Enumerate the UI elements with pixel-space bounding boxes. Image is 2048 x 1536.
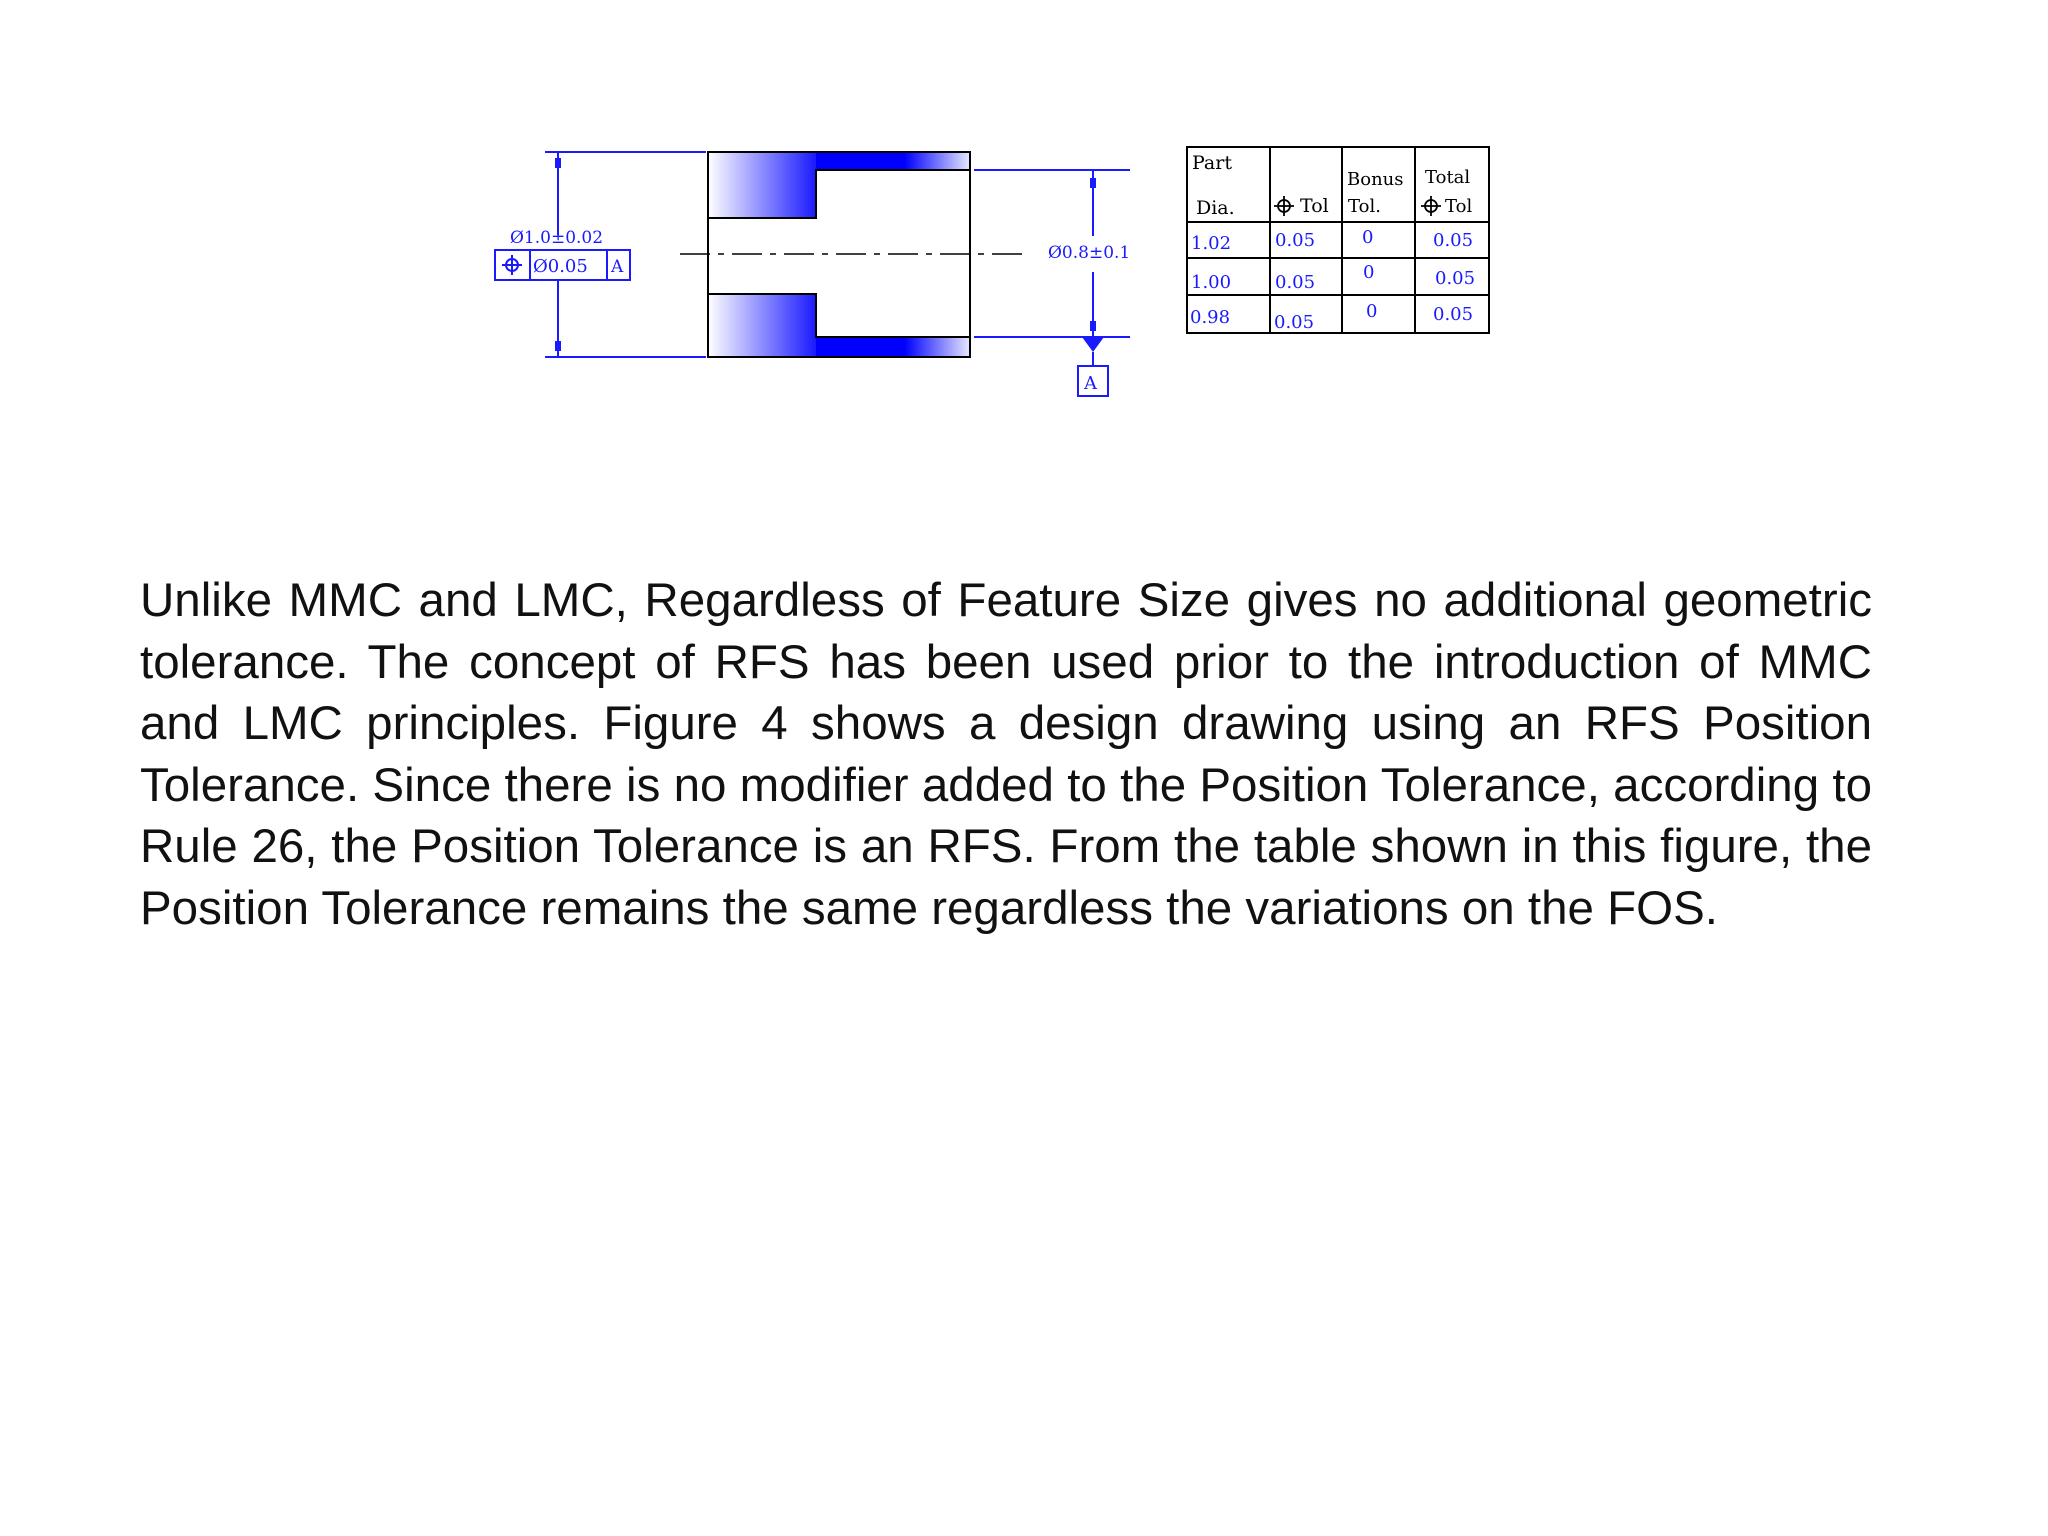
table-row1-tol: 0.05 xyxy=(1275,230,1316,251)
body-paragraph: Unlike MMC and LMC, Regardless of Feature Size gives no additional geometric tolerance. The concept of RFS has been used prior to the introduction of MMC and LMC principles. Figure 4 shows a design drawing using an RFS Position Tolerance. Since there is no modifier added to the Position Tolerance, according to Rule 26, the Position Tolerance is an RFS. From the table shown in this figure, the Position Tolerance remains the same regardless the variations on the FOS. xyxy=(140,574,1872,935)
table-header-tol: Tol xyxy=(1300,195,1329,217)
part-section xyxy=(680,152,1030,357)
hole-size-callout: Ø0.8±0.1 xyxy=(1048,243,1131,263)
table-row1-bonus: 0 xyxy=(1362,227,1374,248)
table-row1-dia: 1.02 xyxy=(1191,233,1232,254)
table-header-total: Total xyxy=(1425,167,1471,188)
hole-dimension xyxy=(974,170,1130,396)
table-row2-bonus: 0 xyxy=(1363,262,1375,283)
table-row2-tol: 0.05 xyxy=(1275,272,1316,293)
design-drawing xyxy=(470,40,1510,480)
table-row3-bonus: 0 xyxy=(1366,301,1378,322)
table-header-bonus: Bonus xyxy=(1347,169,1404,190)
feature-control-frame xyxy=(495,250,630,280)
table-row3-dia: 0.98 xyxy=(1190,307,1231,328)
table-header-bonus-tol: Tol. xyxy=(1348,196,1381,217)
table-row3-total: 0.05 xyxy=(1433,304,1474,325)
table-row2-dia: 1.00 xyxy=(1191,272,1232,293)
table-header-total-tol: Tol xyxy=(1445,196,1473,217)
od-size-callout: Ø1.0±0.02 xyxy=(510,228,604,248)
table-header-part: Part xyxy=(1192,152,1232,174)
table-row1-total: 0.05 xyxy=(1433,230,1474,251)
datum-label: A xyxy=(1084,373,1097,394)
tolerance-table xyxy=(1187,147,1489,333)
rfs-figure xyxy=(470,40,1510,480)
table-header-dia: Dia. xyxy=(1196,197,1235,219)
table-row2-total: 0.05 xyxy=(1435,268,1476,289)
table-row3-tol: 0.05 xyxy=(1274,312,1315,333)
fcf-tolerance-value: Ø0.05 xyxy=(533,256,588,277)
fcf-datum-ref: A xyxy=(611,257,624,277)
